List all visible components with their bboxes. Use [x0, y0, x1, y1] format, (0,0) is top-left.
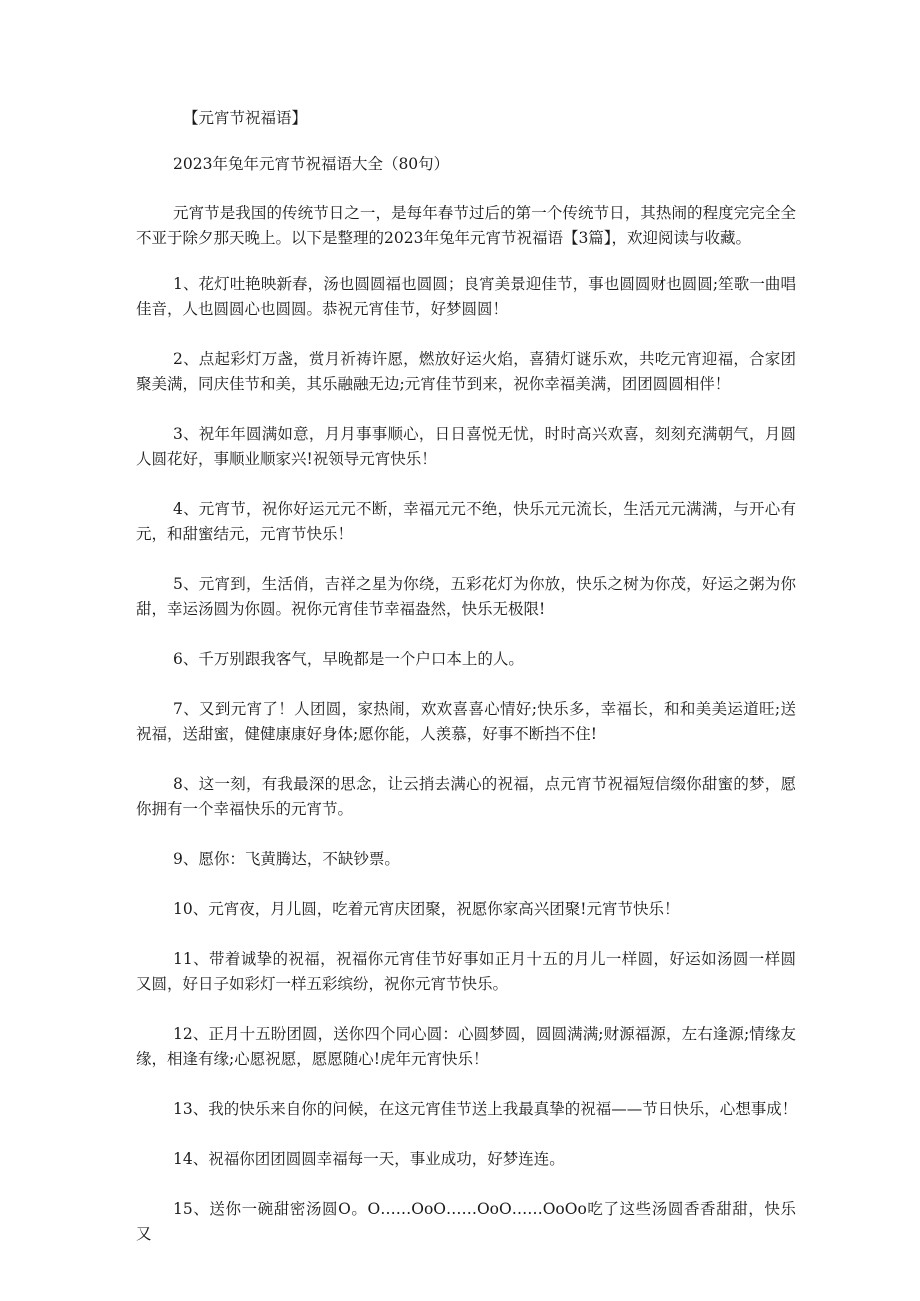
intro-paragraph: 元宵节是我国的传统节日之一，是每年春节过后的第一个传统节日，其热闹的程度完完全全不亚于除夕那天晚上。以下是整理的2023年兔年元宵节祝福语【3篇】，欢迎阅读与收藏。: [136, 204, 796, 247]
greeting-item-2: 2、点起彩灯万盏，赏月祈祷许愿，燃放好运火焰，喜猜灯谜乐欢，共吃元宵迎福，合家团聚美满，同庆佳节和美，其乐融融无边;元宵佳节到来，祝你幸福美满，团团圆圆相伴！: [136, 350, 796, 393]
greeting-item-10: 10、元宵夜，月儿圆，吃着元宵庆团聚，祝愿你家高兴团聚!元宵节快乐！: [173, 900, 680, 918]
greeting-item-12: 12、正月十五盼团圆，送你四个同心圆：心圆梦圆，圆圆满满;财源福源，左右逢源;情缘友缘，相逢有缘;心愿祝愿，愿愿随心!虎年元宵快乐！: [136, 1025, 796, 1068]
greeting-item-11: 11、带着诚挚的祝福，祝福你元宵佳节好事如正月十五的月儿一样圆，好运如汤圆一样圆又圆，好日子如彩灯一样五彩缤纷，祝你元宵节快乐。: [136, 950, 796, 993]
greeting-item-6: 6、千万别跟我客气，早晚都是一个户口本上的人。: [173, 650, 524, 668]
greeting-item-13: 13、我的快乐来自你的问候，在这元宵佳节送上我最真挚的祝福——节日快乐，心想事成！: [173, 1100, 798, 1118]
truncated-item-wrapper: [136, 1197, 796, 1243]
section-title: 【元宵节祝福语】: [183, 109, 308, 127]
document-body: [136, 201, 798, 1243]
greeting-item-1: 1、花灯吐艳映新春，汤也圆圆福也圆圆；良宵美景迎佳节，事也圆圆财也圆圆;笙歌一曲唱佳音，人也圆圆心也圆圆。恭祝元宵佳节，好梦圆圆！: [136, 275, 796, 318]
greeting-item-15: 15、送你一碗甜密汤圆O。O……OoO……OoO……OoOo吃了这些汤圆香香甜甜，快乐又: [136, 1200, 796, 1243]
greeting-item-8: 8、这一刻，有我最深的思念，让云捎去满心的祝福，点元宵节祝福短信缀你甜蜜的梦，愿你拥有一个幸福快乐的元宵节。: [136, 775, 796, 818]
greeting-item-7: 7、又到元宵了！人团圆，家热闹，欢欢喜喜心情好;快乐多，幸福长，和和美美运道旺;送祝福，送甜蜜，健健康康好身体;愿你能，人羡慕，好事不断挡不住!: [136, 700, 796, 743]
document-subtitle: 2023年兔年元宵节祝福语大全（80句）: [173, 155, 450, 173]
greeting-item-14: 14、祝福你团团圆圆幸福每一天，事业成功，好梦连连。: [173, 1150, 565, 1168]
greeting-item-3: 3、祝年年圆满如意，月月事事顺心，日日喜悦无忧，时时高兴欢喜，刻刻充满朝气，月圆人圆花好，事顺业顺家兴!祝领导元宵快乐！: [136, 425, 796, 468]
greeting-item-4: 4、元宵节，祝你好运元元不断，幸福元元不绝，快乐元元流长，生活元元满满，与开心有元，和甜蜜结元，元宵节快乐！: [136, 500, 796, 543]
greeting-item-5: 5、元宵到，生活俏，吉祥之星为你绕，五彩花灯为你放，快乐之树为你茂，好运之粥为你甜，幸运汤圆为你圆。祝你元宵佳节幸福盎然，快乐无极限!: [136, 575, 796, 618]
greeting-item-9: 9、愿你：飞黄腾达，不缺钞票。: [173, 850, 400, 868]
